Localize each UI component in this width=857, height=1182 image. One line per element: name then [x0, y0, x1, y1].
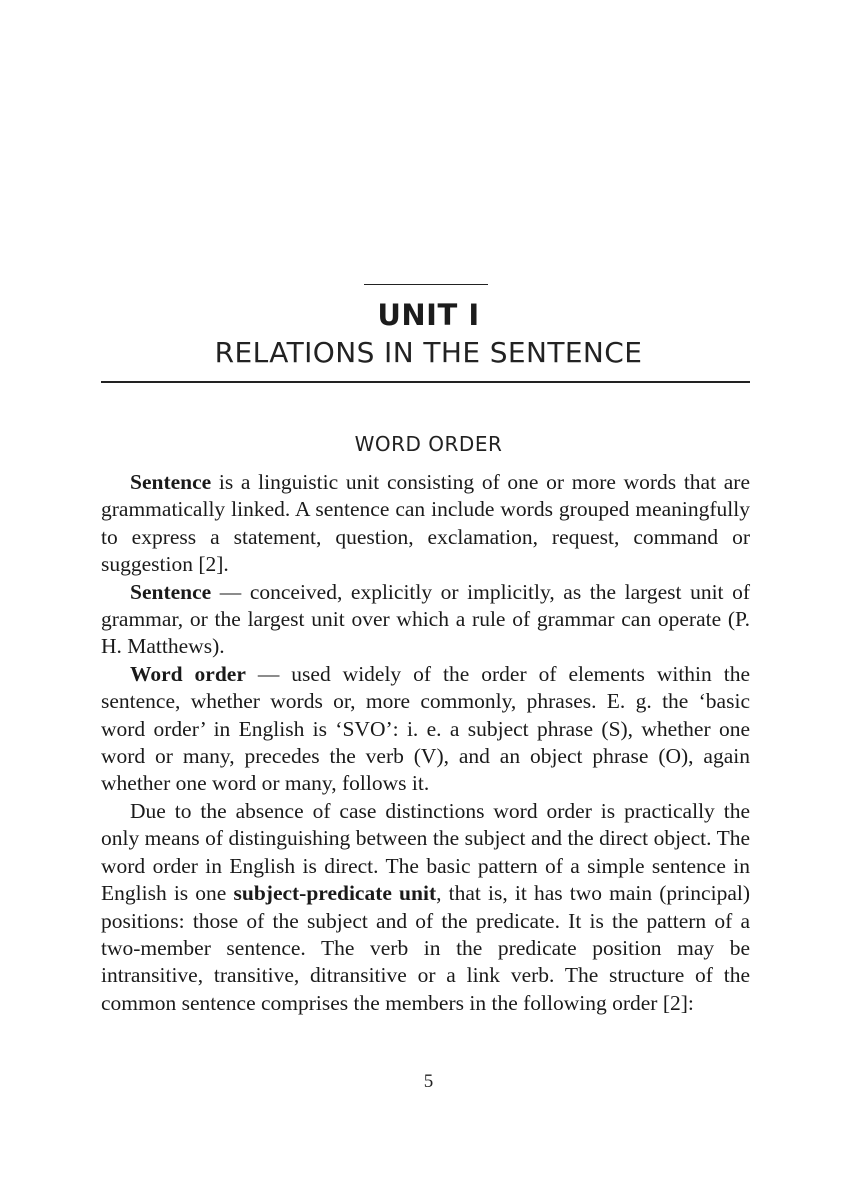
title-bottom-rule: [101, 381, 750, 383]
unit-title: UNIT I: [377, 298, 480, 332]
paragraph-text: Due to the absence of case distinctions word order is practically the only means of distinguishing between the subject and the direct object. The word order in English is direct. The basic pattern of a simple sentence in English is one: [101, 798, 750, 906]
term-sentence: Sentence: [130, 470, 212, 494]
paragraph-sentence-matthews: [101, 579, 750, 661]
paragraph-word-order: [101, 661, 750, 798]
term-sentence: Sentence: [130, 579, 212, 604]
term-subject-predicate-unit: subject-predicate unit: [233, 881, 437, 906]
page-number: 5: [423, 1071, 434, 1092]
paragraph-subject-predicate: [101, 798, 750, 1017]
section-heading: WORD ORDER: [354, 432, 503, 456]
term-word-order: Word order: [130, 661, 246, 686]
paragraph-text: — conceived, explicitly or implicitly, as the largest unit of grammar, or the largest unit over which a rule of grammar can operate (P. H. Matthews).: [101, 579, 750, 659]
unit-subtitle: RELATIONS IN THE SENTENCE: [214, 336, 643, 369]
paragraph-text: — used widely of the order of elements within the sentence, whether words or, more commonly, phrases. E. g. the ‘basic word order’ in English is ‘SVO’: i. e. a subject phrase (S), whether one word or many, precedes the verb (V), and an object phrase (O), again whether one word or many, follows it.: [101, 661, 750, 796]
body-text: [101, 469, 750, 1017]
paragraph-text: , that is, it has two main (principal) positions: those of the subject and of the predicate. It is the pattern of a two-member sentence. The verb in the predicate position may be intransitive, transitive, ditransitive or a link verb. The structure of the common sentence comprises the members in the following order [2]:: [101, 881, 750, 1015]
title-top-rule: [364, 284, 488, 285]
paragraph-text: is a linguistic unit consisting of one or more words that are grammatically linked. A sentence can include words grouped meaningfully to express a statement, question, exclamation, request, command or suggestion [2].: [101, 470, 750, 577]
paragraph-sentence-definition: [101, 469, 750, 579]
